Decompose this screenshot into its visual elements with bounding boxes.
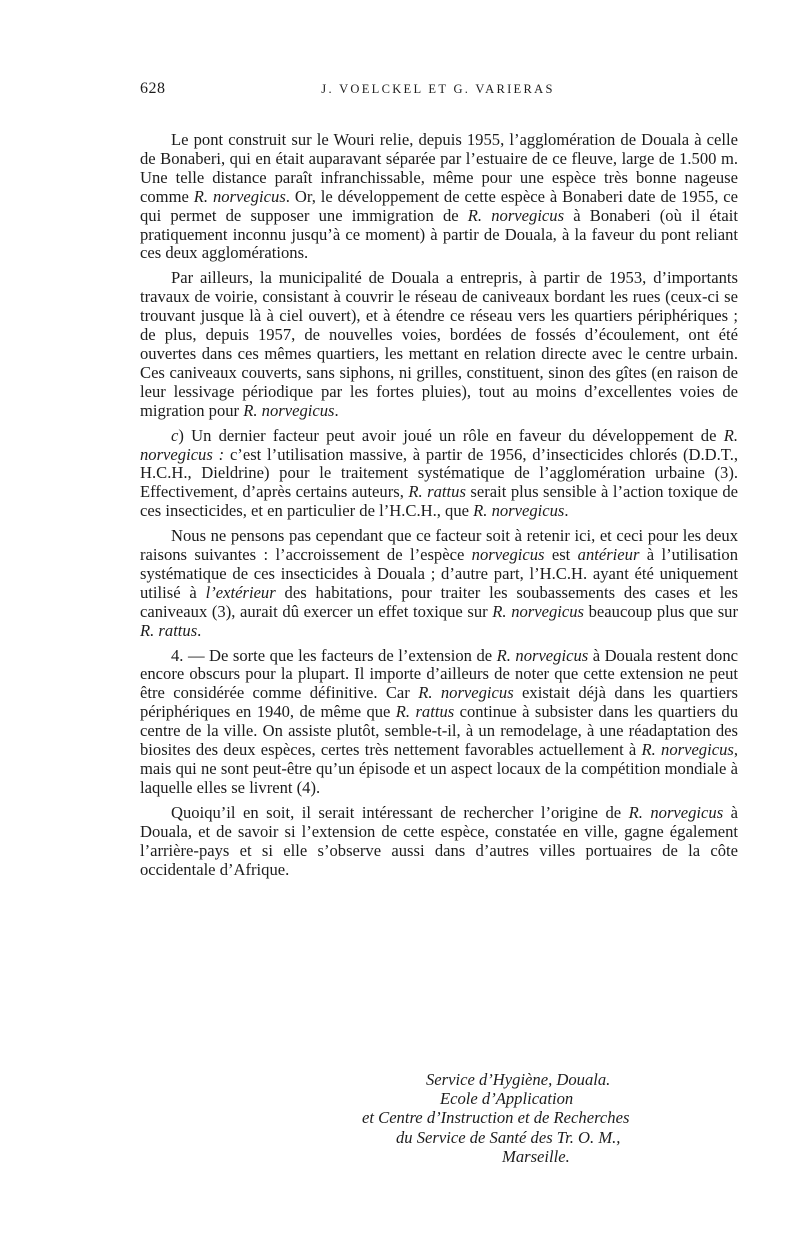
text-run: , mais qui ne sont peut-être qu’un épisode et un aspect locaux de la compétition mondiale à laquelle elles se livrent (4). [140,740,738,797]
italic-run: c [171,425,179,445]
body-paragraph [140,804,738,880]
text-run: à Douala, et de savoir si l’extension de cette espèce, constatée en ville, gagne également l’arrière-pays et si elle s’observe aussi dans d’autres villes portuaires de la côte occidentale d’Afrique. [140,802,739,879]
text-run: Par ailleurs, la municipalité de Douala a entrepris, à partir de 1953, d’importants travaux de voirie, consistant à couvrir le réseau de caniveaux bordant les rues (ceux-ci se trouvant jusque là à ciel ouvert), et à étendre ce réseau vers les quartiers périphériques ; de plus, depuis 1957, de nouvelles voies, bordées de fossés d’écoulement, ont été ouvertes dans ces mêmes quartiers, les mettant en relation directe avec le centre urbain. Ces caniveaux couverts, sans siphons, ni grilles, constituent, sinon des gîtes (en raison de leur lessivage périodique par les fortes pluies), tout au moins d’excellentes voies de migration pour [140,268,738,420]
text-run: des habitations, pour traiter les soubassements des cases et les caniveaux (3), aurait dû exercer un effet toxique sur [140,582,738,621]
text-run: à Bonaberi (où il était pratiquement inconnu jusqu’à ce moment) à partir de Douala, à la faveur du pont reliant ces deux agglomérations. [140,205,738,263]
text-run: serait plus sensible à l’action toxique de ces insecticides, et en particulier de l’H.C.H., que [140,482,739,521]
body-paragraph [140,647,738,798]
italic-run: R. norvegicus [492,601,585,621]
running-head: J. VOELCKEL ET G. VARIERAS [321,82,555,96]
italic-run: R. norvegicus [628,802,724,822]
page-number: 628 [140,80,166,97]
text-run: Le pont construit sur le Wouri relie, depuis 1955, l’agglomération de Douala à celle de Bonaberi, qui en était auparavant séparée par l’estuaire de ce fleuve, large de 1.500 m. Une telle distance paraît infranchissable, même pour une espèce très bonne nageuse comme [140,130,738,206]
italic-run: R. norvegicus [473,501,565,521]
text-run: c’est l’utilisation massive, à partir de 1956, d’insecticides chlorés (D.D.T., H.C.H., Dieldrine) pour le traitement systématique de l’agglomération urbaine (3). Effectivement, d’après certains auteurs, [140,444,738,502]
body-paragraph [140,131,738,263]
text-run: Quoiqu’il en soit, il serait intéressant de rechercher l’origine de [171,802,629,822]
affiliation-block [350,1070,710,1166]
text-run: 4. — De sorte que les facteurs de l’extension de [171,645,497,665]
italic-run: antérieur [577,545,640,565]
italic-run: R. norvegicus [193,186,286,206]
italic-run: R. norvegicus [496,645,589,665]
body-text [140,131,738,885]
affiliation-line: et Centre d’Instruction et de Recherches [362,1108,630,1128]
italic-run: R. norvegicus [467,205,565,225]
page-header [140,80,736,102]
text-run: est [544,545,578,565]
affiliation-line: Service d’Hygiène, Douala. [426,1070,611,1089]
italic-run: R. norvegicus : [140,425,738,464]
italic-run: norvegicus [471,545,545,565]
text-run: . [197,620,202,640]
affiliation-line: Marseille. [502,1146,570,1166]
affiliation-line: du Service de Santé des Tr. O. M., [396,1127,621,1147]
text-run: continue à subsister dans les quartiers du centre de la ville. On assiste plutôt, semble-t-il, à un remodelage, à une réadaptation des biosites des deux espèces, certes très nettement favorables actuellement à [140,702,738,760]
text-run: existait déjà dans les quartiers périphériques en 1940, de même que [140,683,738,722]
text-run: . Or, le développement de cette espèce à Bonaberi date de 1955, ce qui permet de supposer une immigration de [140,186,738,225]
body-paragraph [140,527,738,640]
body-paragraph [140,427,738,522]
text-run: à l’utilisation systématique de ces insecticides à Douala ; d’autre part, l’H.C.H. ayant été uniquement utilisé à [140,545,738,602]
italic-run: R. norvegicus [418,683,514,703]
text-run: . [334,400,339,420]
body-paragraph [140,269,738,420]
text-run: Nous ne pensons pas cependant que ce facteur soit à retenir ici, et ceci pour les deux raisons suivantes : l’accroissement de l’espèce [140,526,738,565]
text-run: . [564,501,569,521]
text-run: ) Un dernier facteur peut avoir joué un rôle en faveur du développement de [178,425,724,445]
italic-run: l’extérieur [205,582,276,602]
italic-run: R. rattus [140,620,198,640]
text-run: à Douala restent donc encore obscurs pour la plupart. Il importe d’ailleurs de noter que cette extension ne peut être considérée comme définitive. Car [140,645,738,703]
italic-run: R. norvegicus [641,740,734,760]
text-run: beaucoup plus que sur [584,601,738,621]
italic-run: R. rattus [408,482,466,502]
italic-run: R. rattus [395,702,455,722]
affiliation-line: Ecole d’Application [440,1089,574,1109]
italic-run: R. norvegicus [243,400,335,420]
